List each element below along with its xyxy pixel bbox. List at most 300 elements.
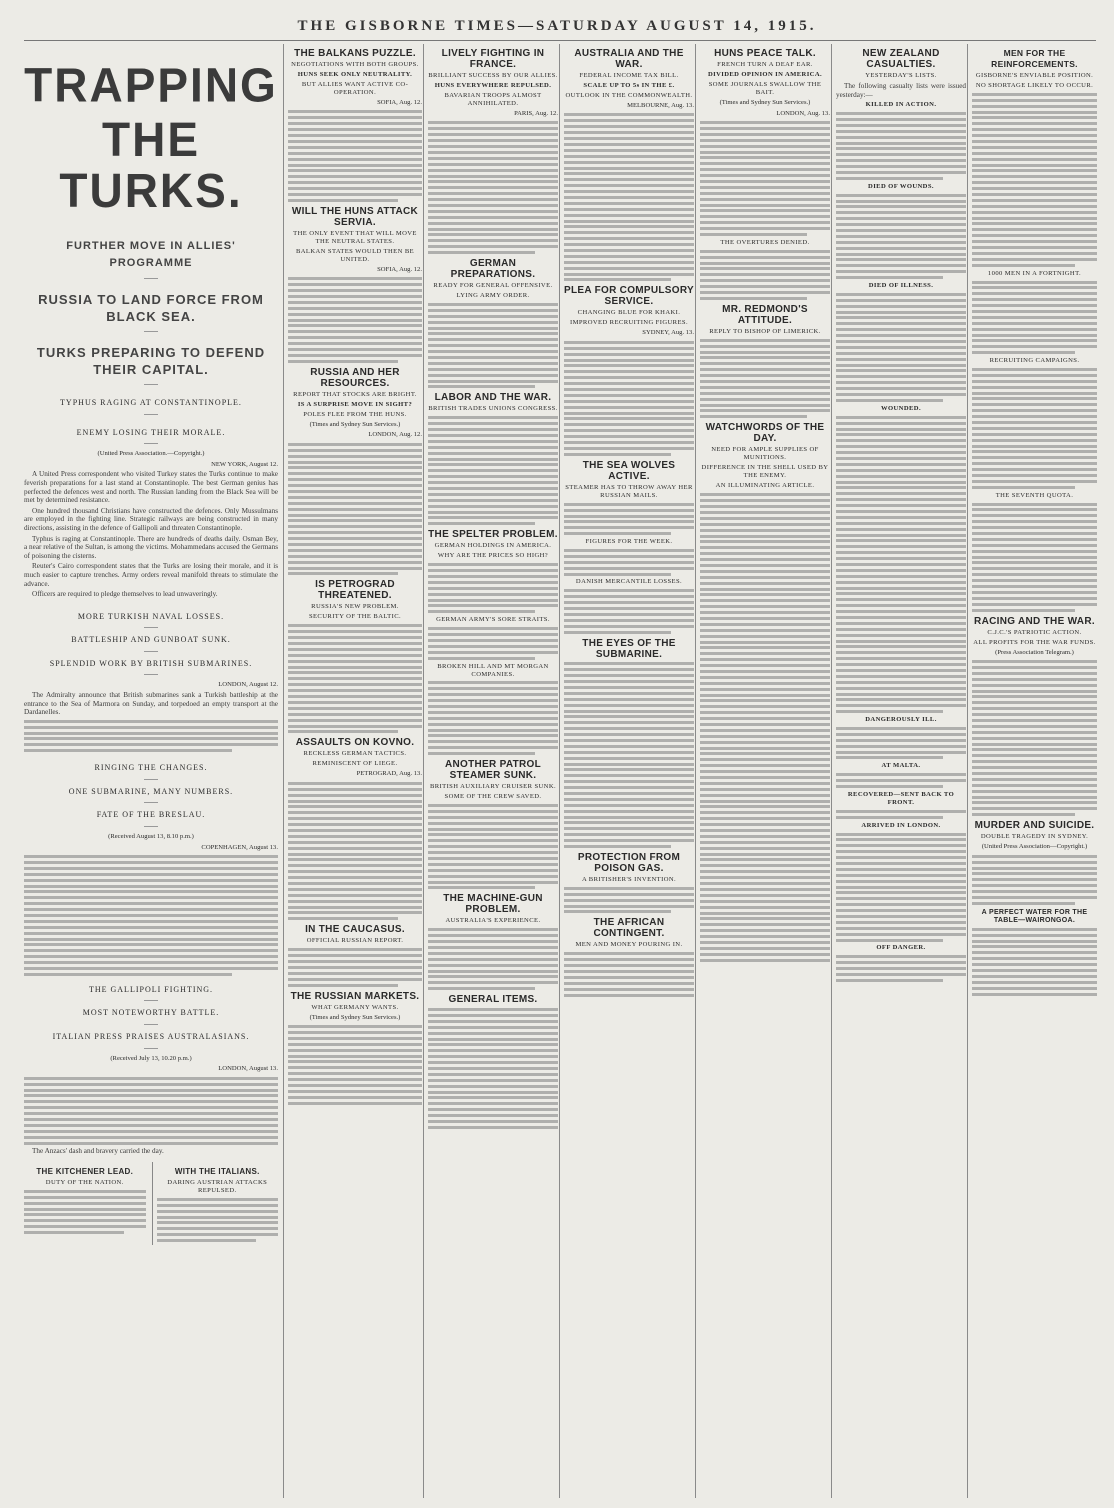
text-line bbox=[700, 386, 830, 389]
body-text-block bbox=[288, 277, 422, 362]
text-line bbox=[428, 593, 558, 596]
headline-huns-attack-servia: WILL THE HUNS ATTACK SERVIA. bbox=[291, 205, 419, 228]
credit-line: (Received July 13, 10.20 p.m.) bbox=[110, 1054, 192, 1062]
text-line bbox=[564, 113, 694, 116]
text-line bbox=[428, 705, 558, 708]
text-line bbox=[564, 447, 694, 450]
text-line bbox=[836, 539, 966, 542]
subhead: A BRITISHER'S INVENTION. bbox=[581, 876, 677, 884]
text-line bbox=[288, 948, 422, 951]
text-line bbox=[288, 1055, 422, 1058]
text-line bbox=[564, 910, 671, 913]
subhead: THE ONLY EVENT THAT WILL MOVE THE NEUTRAL STATES. bbox=[293, 229, 417, 245]
text-line bbox=[288, 1066, 422, 1069]
subhead-daring: DARING AUSTRIAN ATTACKS REPULSED. bbox=[167, 1179, 268, 1194]
text-line bbox=[972, 896, 1097, 899]
text-line bbox=[972, 695, 1097, 698]
text-line bbox=[288, 543, 422, 546]
text-line bbox=[428, 327, 558, 330]
text-line bbox=[836, 903, 966, 906]
body-text-block bbox=[24, 855, 278, 976]
text-line bbox=[700, 729, 830, 732]
body-text-block bbox=[836, 194, 966, 279]
text-line bbox=[428, 869, 558, 872]
body-text-block bbox=[564, 503, 694, 535]
text-line bbox=[700, 953, 830, 956]
text-line bbox=[564, 388, 694, 391]
text-line bbox=[428, 133, 558, 136]
text-line bbox=[972, 322, 1097, 325]
text-line bbox=[836, 422, 966, 425]
text-line bbox=[288, 164, 422, 167]
text-line bbox=[288, 978, 422, 981]
body-text-block bbox=[288, 1025, 422, 1105]
text-line bbox=[972, 158, 1097, 161]
text-line bbox=[836, 933, 966, 936]
text-line bbox=[564, 692, 694, 695]
text-line bbox=[428, 804, 558, 807]
dateline: SOFIA, Aug. 12. bbox=[377, 99, 422, 106]
text-line bbox=[836, 322, 966, 325]
column-peace-talk bbox=[695, 44, 830, 1498]
paragraph: A United Press correspondent who visited Turkey states the Turks continue to make feverish preparations for a last stand at Constantinople. The best German genius has perfected the defences west and north. The Russian landing from the Black Sea will be met by determined resistance. bbox=[24, 470, 278, 505]
text-line bbox=[564, 220, 694, 223]
text-line bbox=[428, 368, 558, 371]
text-line bbox=[972, 351, 1075, 354]
text-line bbox=[564, 400, 694, 403]
subhead: DANISH MERCANTILE LOSSES. bbox=[575, 578, 683, 586]
headline-watchwords: WATCHWORDS OF THE DAY. bbox=[705, 422, 825, 445]
text-line bbox=[428, 645, 558, 648]
text-line bbox=[564, 715, 694, 718]
text-line bbox=[564, 359, 694, 362]
text-line bbox=[700, 641, 830, 644]
text-line bbox=[972, 480, 1097, 483]
text-line bbox=[428, 845, 558, 848]
text-line bbox=[836, 581, 966, 584]
text-line bbox=[972, 345, 1097, 348]
text-line bbox=[288, 478, 422, 481]
text-line bbox=[972, 609, 1075, 612]
text-line bbox=[972, 164, 1097, 167]
text-line bbox=[972, 433, 1097, 436]
text-line bbox=[836, 704, 966, 707]
text-line bbox=[288, 1043, 422, 1046]
text-line bbox=[836, 955, 966, 958]
text-line bbox=[564, 710, 694, 713]
headline-sea-wolves: THE SEA WOLVES ACTIVE. bbox=[582, 459, 676, 482]
text-line bbox=[700, 339, 830, 342]
body-text-block bbox=[700, 493, 830, 961]
subhead: FRENCH TURN A DEAF EAR. bbox=[717, 61, 813, 68]
text-line bbox=[288, 140, 422, 143]
text-line bbox=[428, 1055, 558, 1058]
text-line bbox=[564, 119, 694, 122]
text-line bbox=[564, 704, 694, 707]
text-line bbox=[972, 993, 1097, 996]
text-line bbox=[564, 589, 694, 592]
text-line bbox=[428, 833, 558, 836]
body-text-block bbox=[700, 339, 830, 419]
text-line bbox=[700, 593, 830, 596]
subhead: GERMAN ARMY'S SORE STRAITS. bbox=[436, 616, 550, 624]
text-line bbox=[564, 149, 694, 152]
text-line bbox=[288, 683, 422, 686]
text-line bbox=[836, 756, 943, 759]
text-line bbox=[428, 228, 558, 231]
text-line bbox=[972, 861, 1097, 864]
text-line bbox=[428, 475, 558, 478]
text-line bbox=[428, 657, 535, 660]
dateline: SOFIA, Aug. 12. bbox=[377, 265, 422, 273]
text-line bbox=[564, 774, 694, 777]
text-line bbox=[288, 484, 422, 487]
text-line bbox=[836, 967, 966, 970]
text-line bbox=[24, 1130, 278, 1133]
text-line bbox=[972, 957, 1097, 960]
text-line bbox=[428, 970, 558, 973]
text-line bbox=[288, 549, 422, 552]
text-line bbox=[700, 209, 830, 212]
text-line bbox=[564, 190, 694, 193]
subhead: DIED OF WOUNDS. bbox=[868, 182, 934, 190]
text-line bbox=[428, 958, 558, 961]
text-line bbox=[288, 876, 422, 879]
text-line bbox=[24, 885, 278, 888]
text-line bbox=[288, 175, 422, 178]
text-line bbox=[24, 1219, 146, 1222]
subhead: REPLY TO BISHOP OF LIMERICK. bbox=[709, 327, 821, 335]
subhead-morale: ENEMY LOSING THEIR MORALE. bbox=[76, 427, 226, 437]
text-line bbox=[564, 364, 694, 367]
text-line bbox=[428, 481, 558, 484]
text-line bbox=[428, 699, 558, 702]
text-line bbox=[836, 393, 966, 396]
text-line bbox=[972, 222, 1097, 225]
text-line bbox=[288, 701, 422, 704]
text-line bbox=[700, 511, 830, 514]
text-line bbox=[564, 751, 694, 754]
text-line bbox=[972, 122, 1097, 125]
text-line bbox=[700, 870, 830, 873]
text-line bbox=[428, 928, 558, 931]
text-line bbox=[288, 870, 422, 873]
text-line bbox=[972, 140, 1097, 143]
text-line bbox=[972, 181, 1097, 184]
text-line bbox=[288, 707, 422, 710]
text-line bbox=[564, 745, 694, 748]
text-line bbox=[157, 1210, 279, 1213]
text-line bbox=[288, 1060, 422, 1063]
text-line bbox=[836, 563, 966, 566]
text-line bbox=[428, 1096, 558, 1099]
text-line bbox=[836, 816, 943, 819]
text-line bbox=[288, 525, 422, 528]
text-line bbox=[24, 967, 278, 970]
text-line bbox=[428, 639, 558, 642]
text-line bbox=[288, 277, 422, 280]
headline-compulsory-service: PLEA FOR COMPULSORY SERVICE. bbox=[564, 285, 694, 308]
text-line bbox=[564, 376, 694, 379]
text-line bbox=[564, 727, 694, 730]
text-line bbox=[700, 221, 830, 224]
text-line bbox=[836, 451, 966, 454]
text-line bbox=[564, 698, 694, 701]
text-line bbox=[288, 466, 422, 469]
text-line bbox=[288, 502, 422, 505]
text-line bbox=[288, 847, 422, 850]
subhead: GISBORNE'S ENVIABLE POSITION. bbox=[975, 72, 1094, 79]
subhead: NEED FOR AMPLE SUPPLIES OF MUNITIONS. bbox=[711, 446, 819, 462]
text-line bbox=[428, 127, 558, 130]
text-line bbox=[288, 1102, 422, 1105]
text-line bbox=[700, 250, 830, 253]
subhead: AN ILLUMINATING ARTICLE. bbox=[715, 482, 815, 490]
text-line bbox=[428, 752, 535, 755]
credit-line: (Times and Sydney Sun Services.) bbox=[719, 99, 811, 106]
text-line bbox=[24, 1231, 124, 1234]
text-line bbox=[972, 392, 1097, 395]
text-line bbox=[700, 917, 830, 920]
headline-racing: RACING AND THE WAR. bbox=[974, 615, 1095, 627]
text-line bbox=[836, 844, 966, 847]
headline-patrol-steamer: ANOTHER PATROL STEAMER SUNK. bbox=[444, 759, 542, 782]
text-line bbox=[836, 223, 966, 226]
text-line bbox=[288, 128, 422, 131]
text-line bbox=[288, 496, 422, 499]
text-line bbox=[564, 503, 694, 506]
text-line bbox=[836, 739, 966, 742]
text-line bbox=[836, 874, 966, 877]
text-line bbox=[700, 368, 830, 371]
text-line bbox=[24, 1118, 278, 1121]
text-line bbox=[564, 249, 694, 252]
text-line bbox=[700, 959, 830, 962]
text-line bbox=[564, 595, 694, 598]
text-line bbox=[836, 293, 966, 296]
text-line bbox=[972, 286, 1097, 289]
text-line bbox=[428, 563, 558, 566]
body-text-block bbox=[564, 113, 694, 281]
subhead: 1000 MEN IN A FORTNIGHT. bbox=[987, 269, 1082, 277]
text-line bbox=[564, 278, 671, 281]
subhead: SOME OF THE CREW SAVED. bbox=[444, 793, 542, 801]
divider bbox=[144, 1048, 158, 1049]
text-line bbox=[24, 955, 278, 958]
subhead: OFFICIAL RUSSIAN REPORT. bbox=[306, 937, 404, 945]
text-line bbox=[836, 681, 966, 684]
text-line bbox=[288, 677, 422, 680]
text-line bbox=[700, 517, 830, 520]
subhead-further-move: FURTHER MOVE IN ALLIES' PROGRAMME bbox=[66, 240, 236, 269]
text-line bbox=[836, 264, 966, 267]
body-text-block bbox=[972, 93, 1097, 267]
text-line bbox=[24, 1142, 278, 1145]
text-line bbox=[564, 143, 694, 146]
text-line bbox=[972, 713, 1097, 716]
text-line bbox=[972, 93, 1097, 96]
text-line bbox=[836, 838, 966, 841]
text-line bbox=[24, 973, 232, 976]
text-line bbox=[700, 139, 830, 142]
text-line bbox=[288, 360, 398, 363]
text-line bbox=[428, 332, 558, 335]
text-line bbox=[700, 741, 830, 744]
text-line bbox=[428, 1073, 558, 1076]
divider bbox=[144, 414, 158, 415]
text-line bbox=[564, 763, 694, 766]
subhead: POLES FLEE FROM THE HUNS. bbox=[303, 410, 407, 418]
text-line bbox=[428, 581, 558, 584]
text-line bbox=[972, 855, 1097, 858]
body-text-block bbox=[24, 1190, 146, 1234]
text-line bbox=[288, 567, 422, 570]
body-text-block bbox=[564, 662, 694, 848]
text-line bbox=[972, 211, 1097, 214]
dateline: LONDON, Aug. 12. bbox=[368, 431, 422, 439]
text-line bbox=[24, 867, 278, 870]
text-line bbox=[836, 153, 966, 156]
headline-nz-casualties: NEW ZEALAND CASUALTIES. bbox=[862, 48, 940, 70]
text-line bbox=[564, 394, 694, 397]
text-line bbox=[836, 551, 966, 554]
text-line bbox=[564, 625, 694, 628]
text-line bbox=[24, 1136, 278, 1139]
text-line bbox=[564, 662, 694, 665]
text-line bbox=[564, 816, 694, 819]
subhead: YESTERDAY'S LISTS. bbox=[865, 72, 937, 79]
text-line bbox=[288, 858, 422, 861]
text-line bbox=[564, 255, 694, 258]
text-line bbox=[428, 151, 558, 154]
text-line bbox=[428, 717, 558, 720]
text-line bbox=[288, 888, 422, 891]
text-line bbox=[700, 670, 830, 673]
text-line bbox=[288, 853, 422, 856]
body-text-block bbox=[288, 624, 422, 733]
text-line bbox=[288, 835, 422, 838]
text-line bbox=[564, 804, 694, 807]
text-line bbox=[700, 758, 830, 761]
column-trapping-the-turks bbox=[24, 44, 278, 1498]
subhead: WOUNDED. bbox=[880, 404, 922, 412]
text-line bbox=[700, 356, 830, 359]
text-line bbox=[836, 346, 966, 349]
text-line bbox=[972, 556, 1097, 559]
text-line bbox=[836, 340, 966, 343]
text-line bbox=[700, 256, 830, 259]
text-line bbox=[24, 1225, 146, 1228]
subhead-russia-land: RUSSIA TO LAND FORCE FROM BLACK SEA. bbox=[38, 292, 264, 324]
subhead: OFF DANGER. bbox=[876, 944, 926, 952]
text-line bbox=[288, 146, 422, 149]
text-line bbox=[700, 362, 830, 365]
text-line bbox=[972, 298, 1097, 301]
text-line bbox=[700, 192, 830, 195]
text-line bbox=[564, 839, 694, 842]
text-line bbox=[428, 934, 558, 937]
text-line bbox=[564, 161, 694, 164]
text-line bbox=[428, 1120, 558, 1123]
body-text-block bbox=[972, 660, 1097, 816]
text-line bbox=[700, 711, 830, 714]
text-line bbox=[288, 289, 422, 292]
text-line bbox=[564, 347, 694, 350]
text-line bbox=[288, 782, 422, 785]
text-line bbox=[428, 1008, 558, 1011]
text-line bbox=[288, 788, 422, 791]
text-line bbox=[972, 707, 1097, 710]
text-line bbox=[700, 912, 830, 915]
body-text-block bbox=[288, 110, 422, 201]
text-line bbox=[564, 780, 694, 783]
text-line bbox=[836, 710, 943, 713]
text-line bbox=[836, 886, 966, 889]
text-line bbox=[836, 897, 966, 900]
body-text-block bbox=[24, 720, 278, 752]
body-text-block bbox=[836, 293, 966, 402]
text-line bbox=[428, 309, 558, 312]
subhead: LYING ARMY ORDER. bbox=[456, 292, 530, 300]
text-line bbox=[288, 823, 422, 826]
text-line bbox=[700, 876, 830, 879]
text-line bbox=[428, 121, 558, 124]
text-line bbox=[972, 867, 1097, 870]
text-line bbox=[428, 428, 558, 431]
text-line bbox=[836, 939, 943, 942]
subhead: THE OVERTURES DENIED. bbox=[720, 238, 810, 246]
text-line bbox=[972, 193, 1097, 196]
subhead-one-submarine: ONE SUBMARINE, MANY NUMBERS. bbox=[68, 786, 234, 796]
body-text-block bbox=[836, 112, 966, 180]
text-line bbox=[288, 449, 422, 452]
text-line bbox=[288, 307, 422, 310]
text-line bbox=[972, 538, 1097, 541]
text-line bbox=[24, 873, 278, 876]
text-line bbox=[24, 1196, 146, 1199]
text-line bbox=[972, 152, 1097, 155]
text-line bbox=[972, 725, 1097, 728]
subhead: DIFFERENCE IN THE SHELL USED BY THE ENEMY. bbox=[701, 464, 829, 480]
text-line bbox=[972, 807, 1097, 810]
text-line bbox=[836, 663, 966, 666]
text-line bbox=[428, 816, 558, 819]
text-line bbox=[972, 684, 1097, 687]
text-line bbox=[836, 352, 966, 355]
text-line bbox=[972, 234, 1097, 237]
text-line bbox=[836, 785, 943, 788]
text-line bbox=[972, 660, 1097, 663]
text-line bbox=[288, 954, 422, 957]
text-line bbox=[836, 575, 966, 578]
text-line bbox=[428, 344, 558, 347]
text-line bbox=[972, 550, 1097, 553]
text-line bbox=[700, 664, 830, 667]
text-line bbox=[24, 1112, 278, 1115]
text-line bbox=[972, 310, 1097, 313]
text-line bbox=[972, 187, 1097, 190]
text-line bbox=[700, 599, 830, 602]
text-line bbox=[564, 976, 694, 979]
text-line bbox=[428, 458, 558, 461]
text-line bbox=[700, 894, 830, 897]
text-line bbox=[700, 658, 830, 661]
text-line bbox=[288, 984, 398, 987]
text-line bbox=[700, 345, 830, 348]
subhead: REMINISCENT OF LIEGE. bbox=[312, 760, 398, 768]
text-line bbox=[972, 526, 1097, 529]
text-line bbox=[972, 813, 1075, 816]
